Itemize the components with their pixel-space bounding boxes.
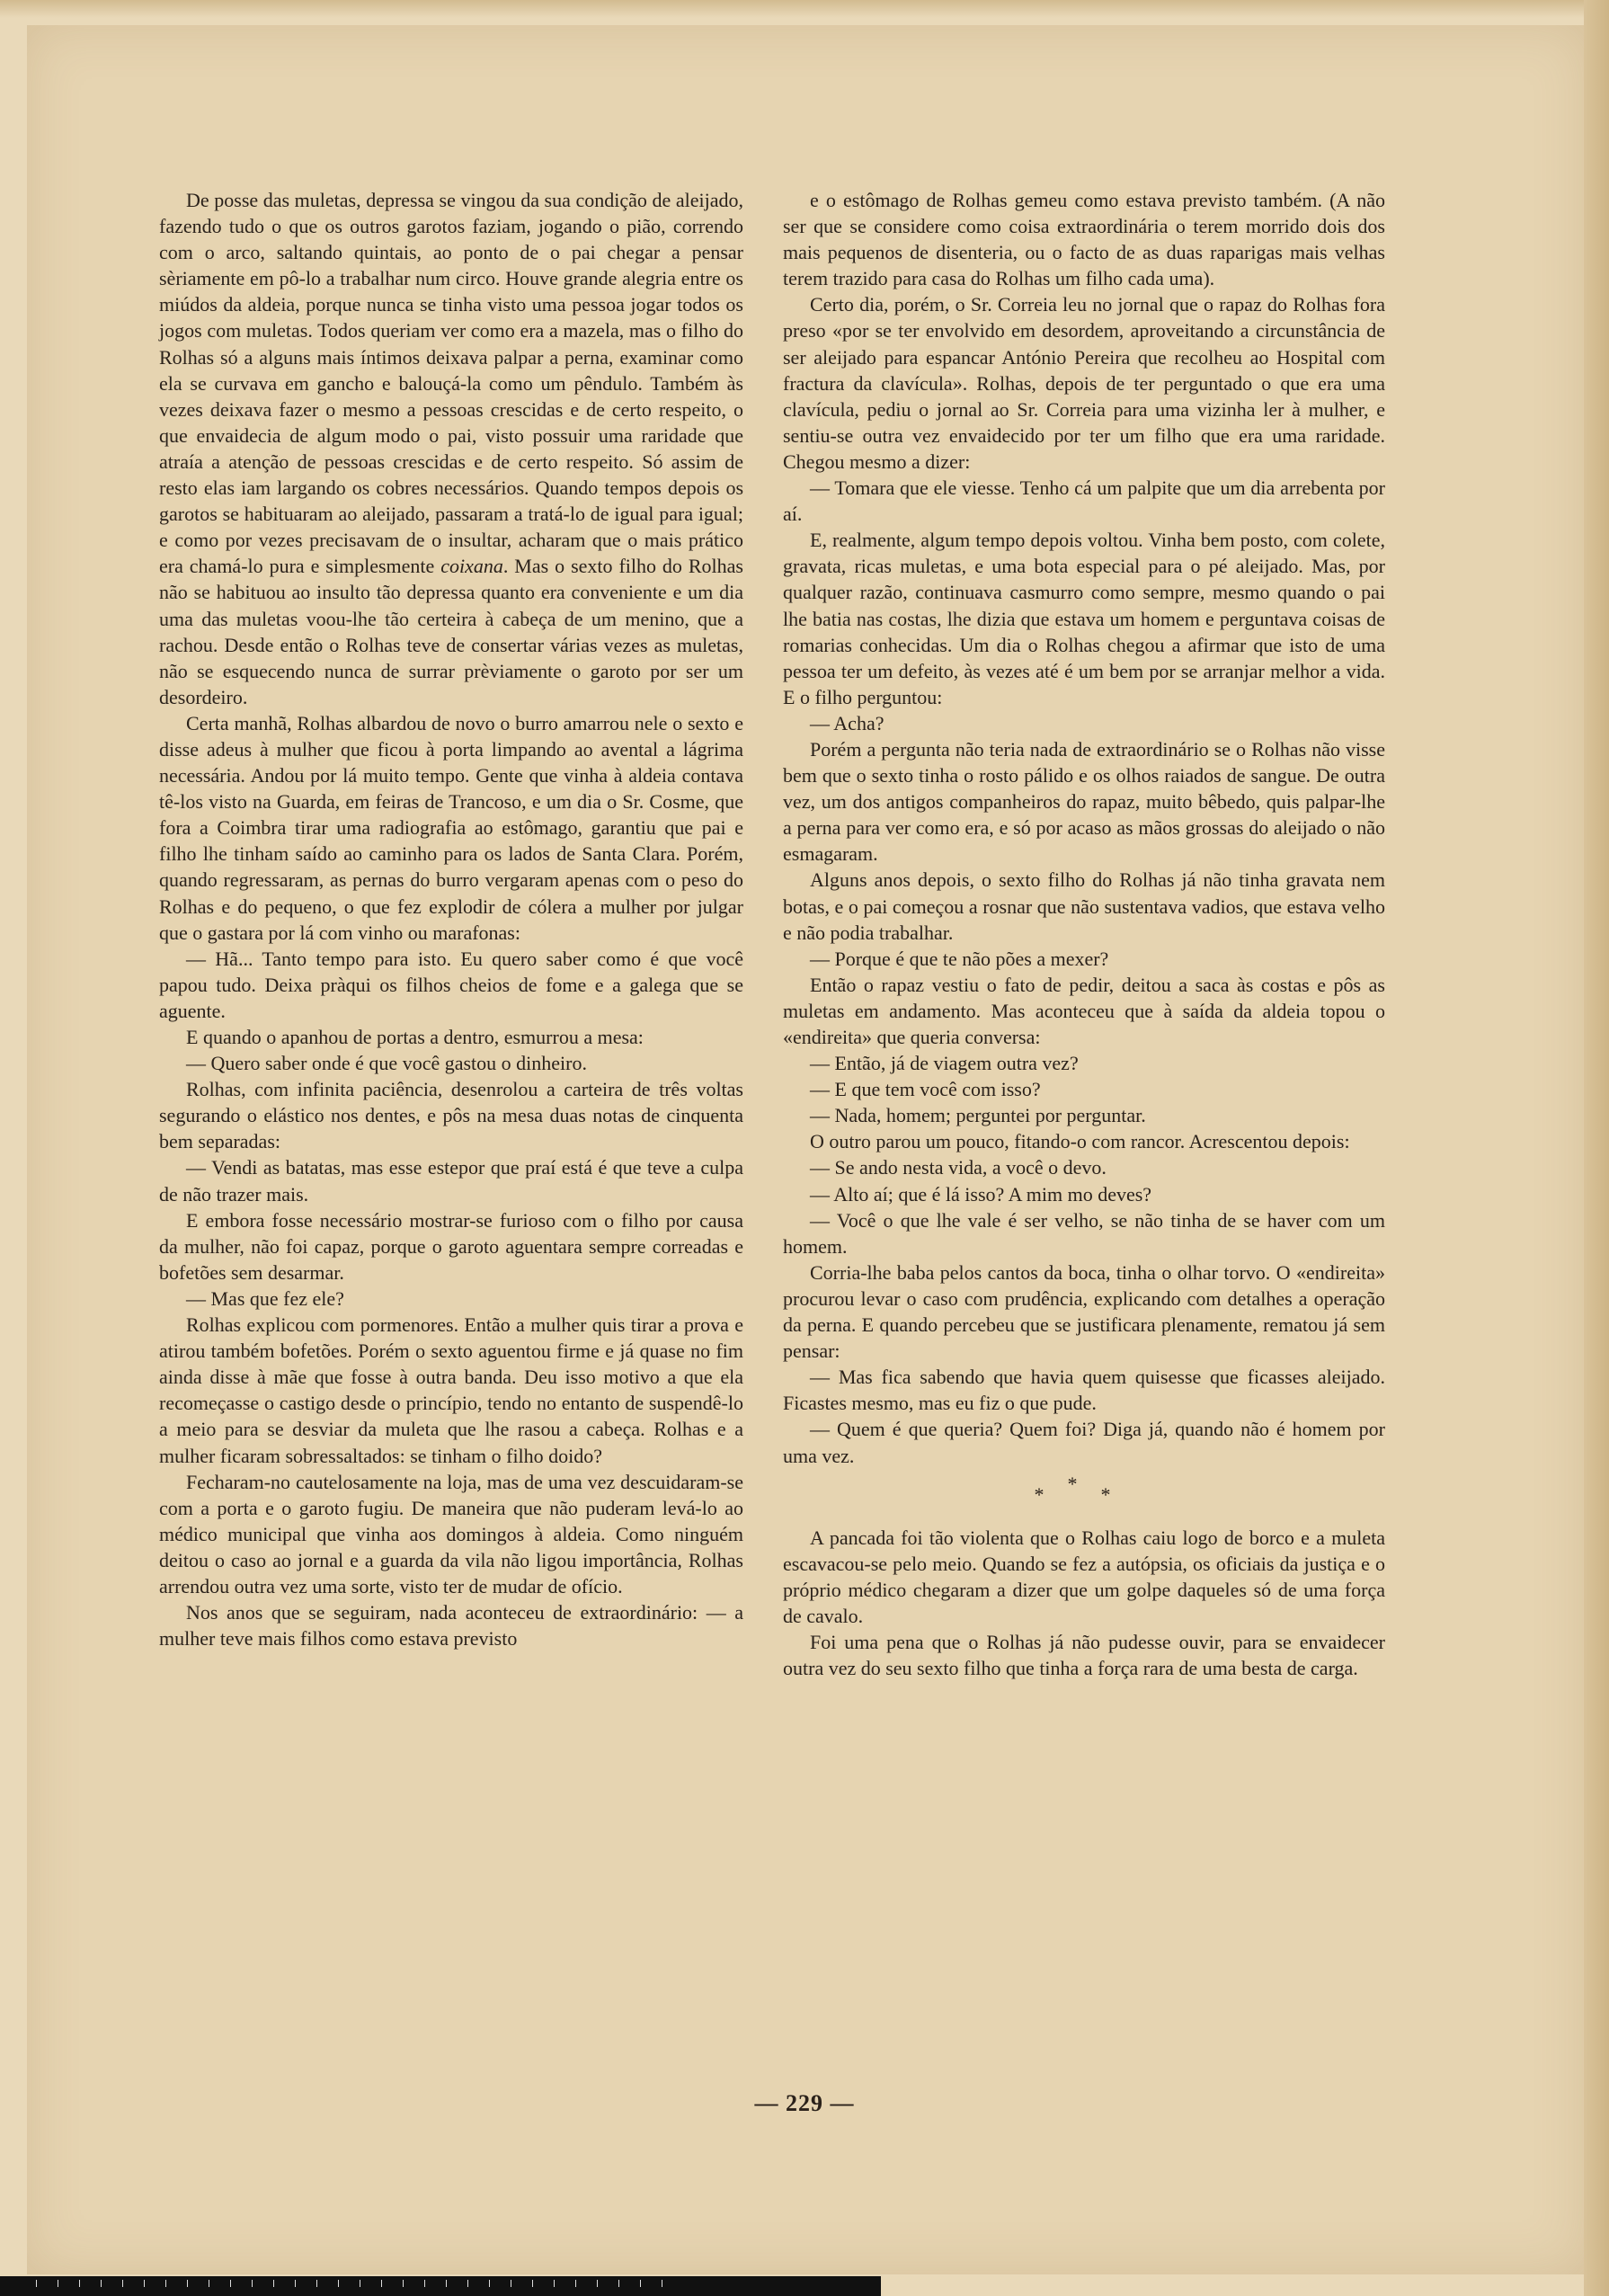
paragraph: O outro parou um pouco, fitando-o com rancor. Acrescentou depois:	[810, 1130, 1350, 1153]
text-column-right	[783, 187, 1385, 1681]
paragraph: — Mas que fez ele?	[186, 1286, 344, 1310]
paragraph: — E que tem você com isso?	[810, 1078, 1041, 1101]
page-number: — 229 —	[754, 2090, 855, 2116]
section-separator	[783, 1472, 1385, 1506]
paragraph: E quando o apanhou de portas a dentro, esmurrou a mesa:	[186, 1026, 644, 1048]
text-column-right-part-2	[783, 1525, 1385, 1682]
paragraph: A pancada foi tão violenta que o Rolhas caiu logo de borco e a muleta escavacou-se pelo meio. Quando se fez a autópsia, os oficiais da justiça e o próprio médico chegaram a dizer que um golpe daqueles só de uma força de cavalo.	[783, 1526, 1385, 1627]
paragraph: E embora fosse necessário mostrar-se furioso com o filho por causa da mulher, não foi capaz, porque o garoto aguentara sempre correadas e bofetões sem desarmar.	[159, 1208, 743, 1284]
paragraph: — Quero saber onde é que você gastou o dinheiro.	[186, 1052, 587, 1075]
paragraph: — Hã... Tanto tempo para isto. Eu quero saber como é que você papou tudo. Deixa pràqui os filhos cheios de fome e a galega que se aguente.	[159, 947, 743, 1022]
paragraph: — Mas fica sabendo que havia quem quisesse que ficasses aleijado. Ficastes mesmo, mas eu fiz o que pude.	[783, 1366, 1385, 1415]
paragraph: De posse das muletas, depressa se vingou da sua condição de aleijado, fazendo tudo o que os outros garotos faziam, jogando o pião, correndo com o arco, saltando quintais, ao ponto de o pai chegar a pensar sèriamente em pô-lo a trabalhar num circo. Houve grande alegria entre os miúdos da aldeia, porque nunca se tinha visto uma pessoa jogar todos os jogos com muletas. Todos queriam ver como era a mazela, mas o filho do Rolhas só a alguns mais íntimos deixava palpar a perna, examinar como ela se curvava em gancho e balouçá-la como um pêndulo. Também às vezes deixava fazer o mesmo a pessoas crescidas e de certo respeito, o que envaidecia de algum modo o pai, visto possuir uma raridade que atraía a atenção de pessoas crescidas e de certo respeito. Só assim de resto elas iam largando os cobres necessários. Quando tempos depois os garotos se habituaram ao aleijado, passaram a tratá-lo de igual para igual; e como por vezes precisavam de o insultar, acharam que o mais prático era chamá-lo pura e simplesmente coixana. Mas o sexto filho do Rolhas não se habituou ao insulto tão depressa quanto era conveniente e um dia uma das muletas voou-lhe tão certeira à cabeça de um menino, que a rachou. Desde então o Rolhas teve de consertar várias vezes as muletas, não se esquecendo nunca de surrar prèviamente o garoto por ser um desordeiro.	[159, 189, 743, 708]
paragraph: Rolhas explicou com pormenores. Então a mulher quis tirar a prova e atirou também bofetões. Porém o sexto aguentou firme e já quase no fim ainda disse à mãe que fosse à outra banda. Deu isso motivo a que ela recomeçasse o castigo desde o princípio, tendo no entanto de suspendê-lo a meio para se desviar da muleta que lhe rasou a cabeça. Rolhas e a mulher ficaram sobressaltados: se tinham o filho doido?	[159, 1313, 743, 1467]
paragraph: — Alto aí; que é lá isso? A mim mo deves?	[810, 1182, 1152, 1206]
paragraph: — Você o que lhe vale é ser velho, se não tinha de se haver com um homem.	[783, 1208, 1385, 1258]
paragraph: Alguns anos depois, o sexto filho do Rolhas já não tinha gravata nem botas, e o pai começou a rosnar que não sustentava vadios, que estava velho e não podia trabalhar.	[783, 868, 1385, 944]
paragraph: E, realmente, algum tempo depois voltou. Vinha bem posto, com colete, gravata, ricas muletas, e uma bota especial para o pé aleijado. Mas, por qualquer razão, continuava casmurro como sempre, mesmo quando o pai lhe batia nas costas, lhe dizia que estava um homem e perguntava coisas de romarias conhecidas. Um dia o Rolhas chegou a afirmar que isto de uma pessoa ter um defeito, às vezes até é um bem por se arranjar melhor a vida. E o filho perguntou:	[783, 529, 1385, 708]
paragraph: Foi uma pena que o Rolhas já não pudesse ouvir, para se envaidecer outra vez do seu sexto filho que tinha a força rara de uma besta de carga.	[783, 1630, 1385, 1680]
paragraph: Fecharam-no cautelosamente na loja, mas de uma vez descuidaram-se com a porta e o garoto fugiu. De maneira que não puderam levá-lo ao médico municipal que vinha aos domingos à aldeia. Como ninguém deitou o caso ao jornal e a guarda da vila não ligou importância, Rolhas arrendou outra vez uma sorte, visto ter de mudar de ofício.	[159, 1470, 743, 1597]
paragraph: Certa manhã, Rolhas albardou de novo o burro amarrou nele o sexto e disse adeus à mulher que ficou à porta limpando ao avental a lágrima necessária. Andou por lá muito tempo. Gente que vinha à aldeia contava tê-los visto na Guarda, em feiras de Trancoso, e um dia o Sr. Cosme, que fora a Coimbra tirar uma radiografia ao estômago, garantiu que pai e filho lhe tinham saído ao caminho para os lados de Santa Clara. Porém, quando regressaram, as pernas do burro vergaram apenas com o peso do Rolhas e do pequeno, o que fez explodir de cólera a mulher por julgar que o gastara por lá com vinho ou marafonas:	[159, 711, 743, 944]
paragraph: — Vendi as batatas, mas esse estepor que praí está é que teve a culpa de não trazer mais.	[159, 1156, 743, 1206]
paragraph: Porém a pergunta não teria nada de extraordinário se o Rolhas não visse bem que o sexto tinha o rosto pálido e os olhos raiados de sangue. De outra vez, um dos antigos companheiros do rapaz, muito bêbedo, quis palpar-lhe a perna para ver como era, e só por acaso as mãos grossas do aleijado o não esmagaram.	[783, 737, 1385, 866]
paragraph: — Quem é que queria? Quem foi? Diga já, quando não é homem por uma vez.	[783, 1418, 1385, 1467]
paragraph: — Tomara que ele viesse. Tenho cá um palpite que um dia arrebenta por aí.	[783, 476, 1385, 526]
asterisk: *	[1100, 1482, 1134, 1506]
paragraph: Rolhas, com infinita paciência, desenrolou a carteira de três voltas segurando o elástico nos dentes, e pôs na mesa duas notas de cinquenta bem separadas:	[159, 1078, 743, 1153]
paragraph: e o estômago de Rolhas gemeu como estava previsto também. (A não ser que se considere como coisa extraordinária o terem morrido dois dos mais pequenos de disenteria, ou o facto de as duas raparigas mais velhas terem trazido para casa do Rolhas um filho cada uma).	[783, 189, 1385, 290]
paragraph: Corria-lhe baba pelos cantos da boca, tinha o olhar torvo. O «endireita» procurou levar o caso com prudência, explicando com detalhes a operação da perna. E quando percebeu que se justificara plenamente, rematou já sem pensar:	[783, 1260, 1385, 1363]
page-top-shadow	[0, 0, 1609, 18]
paragraph: Nos anos que se seguiram, nada aconteceu de extraordinário: — a mulher teve mais filhos como estava previsto	[159, 1601, 743, 1651]
asterisk: *	[1067, 1472, 1101, 1495]
text-column-left	[159, 187, 743, 1651]
scan-ruler-scale	[36, 2280, 683, 2287]
text-column-right-part-1	[783, 187, 1385, 1469]
paragraph: — Porque é que te não pões a mexer?	[810, 947, 1109, 970]
asterisk: *	[1034, 1482, 1068, 1506]
paragraph: Então o rapaz vestiu o fato de pedir, deitou a saca às costas e pôs as muletas em andamento. Mas aconteceu que à saída da aldeia topou o «endireita» que queria conversa:	[783, 973, 1385, 1048]
paragraph: — Se ando nesta vida, a você o devo.	[810, 1156, 1107, 1179]
paragraph: Certo dia, porém, o Sr. Correia leu no jornal que o rapaz do Rolhas fora preso «por se ter envolvido em desordem, aproveitando a circunstância de ser aleijado para espancar António Pereira que recolheu ao Hospital com fractura da clavícula». Rolhas, depois de ter perguntado o que era uma clavícula, pediu o jornal ao Sr. Correia para uma vizinha ler à mulher, e sentiu-se outra vez envaidecido por ter um filho que era uma raridade. Chegou mesmo a dizer:	[783, 293, 1385, 473]
paragraph: — Nada, homem; perguntei por perguntar.	[810, 1104, 1146, 1127]
paragraph: — Acha?	[810, 711, 885, 734]
paragraph: — Então, já de viagem outra vez?	[810, 1052, 1079, 1075]
page-edge	[1584, 0, 1609, 2296]
